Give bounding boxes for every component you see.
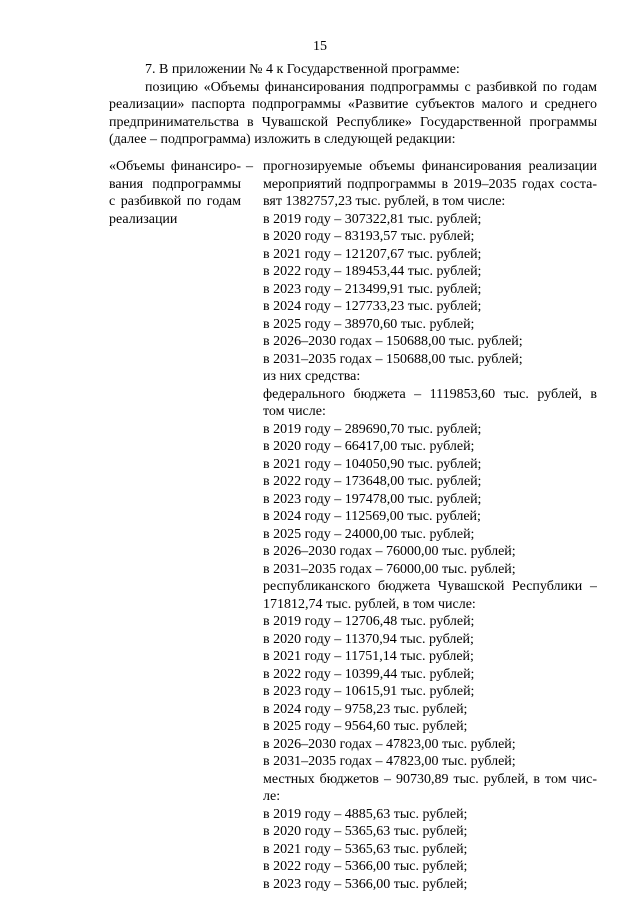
funding-line: в 2025 году – 24000,00 тыс. рублей; — [263, 526, 475, 542]
position-title-line: реализации — [109, 211, 178, 227]
funding-line: в 2022 году – 173648,00 тыс. рублей; — [263, 474, 482, 489]
funding-line: в 2019 году – 4885,63 тыс. рублей; — [263, 806, 468, 822]
funding-line: в 2024 году – 112569,00 тыс. рублей; — [263, 509, 481, 524]
funding-line: в 2024 году – 9758,23 тыс. рублей; — [263, 701, 468, 717]
funding-line: в 2026–2030 годах – 47823,00 тыс. рублей; — [263, 736, 516, 752]
funding-line: в 2031–2035 годах – 47823,00 тыс. рублей; — [263, 754, 516, 769]
funding-line: в 2020 году – 66417,00 тыс. рублей; — [263, 439, 475, 454]
funding-line: в 2019 году – 307322,81 тыс. рублей; — [263, 211, 482, 227]
funding-line: в 2025 году – 9564,60 тыс. рублей; — [263, 719, 468, 734]
position-title-line: с разбивкой по годам — [109, 194, 241, 209]
funding-line: федерального бюджета – 1119853,60 тыс. рублей, в — [263, 386, 597, 402]
funding-line: вят 1382757,23 тыс. рублей, в том числе: — [263, 194, 506, 209]
position-title — [109, 158, 241, 228]
intro-line: (далее – подпрограмма) изложить в следующей редакции: — [109, 132, 456, 147]
funding-line: в 2021 году – 11751,14 тыс. рублей; — [263, 649, 474, 664]
funding-line: в 2021 году – 104050,90 тыс. рублей; — [263, 456, 482, 472]
funding-line: мероприятий подпрограммы в 2019–2035 годах соста- — [263, 176, 597, 192]
funding-line: в 2021 году – 121207,67 тыс. рублей; — [263, 246, 482, 262]
funding-line: в 2025 году – 38970,60 тыс. рублей; — [263, 316, 475, 332]
page-number: 15 — [313, 39, 327, 54]
funding-line: в 2022 году – 10399,44 тыс. рублей; — [263, 666, 475, 682]
funding-line: республиканского бюджета Чувашской Республики – — [263, 579, 597, 594]
funding-line: в 2023 году – 10615,91 тыс. рублей; — [263, 684, 475, 699]
funding-line: в 2020 году – 11370,94 тыс. рублей; — [263, 631, 474, 647]
intro-line: позицию «Объемы финансирования подпрограммы с разбивкой по годам — [145, 79, 597, 95]
funding-line: в 2026–2030 годах – 76000,00 тыс. рублей; — [263, 544, 516, 559]
separator-dash: – — [246, 159, 253, 174]
funding-line: в 2023 году – 197478,00 тыс. рублей; — [263, 491, 482, 507]
funding-line: 171812,74 тыс. рублей, в том числе: — [263, 596, 476, 612]
funding-line: прогнозируемые объемы финансирования реализации — [263, 159, 597, 174]
funding-line: в 2031–2035 годах – 76000,00 тыс. рублей; — [263, 561, 516, 577]
funding-line: в 2022 году – 189453,44 тыс. рублей; — [263, 264, 482, 279]
intro-paragraph — [109, 61, 597, 149]
funding-line: в 2022 году – 5366,00 тыс. рублей; — [263, 859, 468, 874]
funding-line: ле: — [263, 789, 281, 804]
intro-line: предпринимательства в Чувашской Республике» Государственной программы — [109, 114, 597, 130]
funding-line: в 2019 году – 12706,48 тыс. рублей; — [263, 614, 475, 629]
funding-line: в 2026–2030 годах – 150688,00 тыс. рублей; — [263, 334, 523, 349]
funding-line: том числе: — [263, 404, 326, 419]
intro-line: реализации» паспорта подпрограммы «Развитие субъектов малого и среднего — [109, 97, 597, 112]
funding-line: из них средства: — [263, 369, 361, 384]
position-title-line: вания подпрограммы — [109, 176, 241, 192]
funding-line: в 2024 году – 127733,23 тыс. рублей; — [263, 299, 482, 314]
funding-line: в 2023 году – 5366,00 тыс. рублей; — [263, 876, 468, 892]
item-heading: 7. В приложении № 4 к Государственной программе: — [145, 62, 460, 77]
funding-line: в 2019 году – 289690,70 тыс. рублей; — [263, 421, 482, 437]
funding-line: в 2020 году – 83193,57 тыс. рублей; — [263, 229, 475, 244]
funding-line: в 2031–2035 годах – 150688,00 тыс. рублей; — [263, 351, 523, 367]
funding-line: в 2021 году – 5365,63 тыс. рублей; — [263, 841, 468, 857]
funding-line: в 2020 году – 5365,63 тыс. рублей; — [263, 824, 468, 839]
funding-line: местных бюджетов – 90730,89 тыс. рублей, в том чис- — [263, 771, 597, 787]
funding-details — [263, 158, 597, 893]
funding-line: в 2023 году – 213499,91 тыс. рублей; — [263, 281, 482, 297]
position-title-line: «Объемы финансиро- — [109, 159, 241, 174]
